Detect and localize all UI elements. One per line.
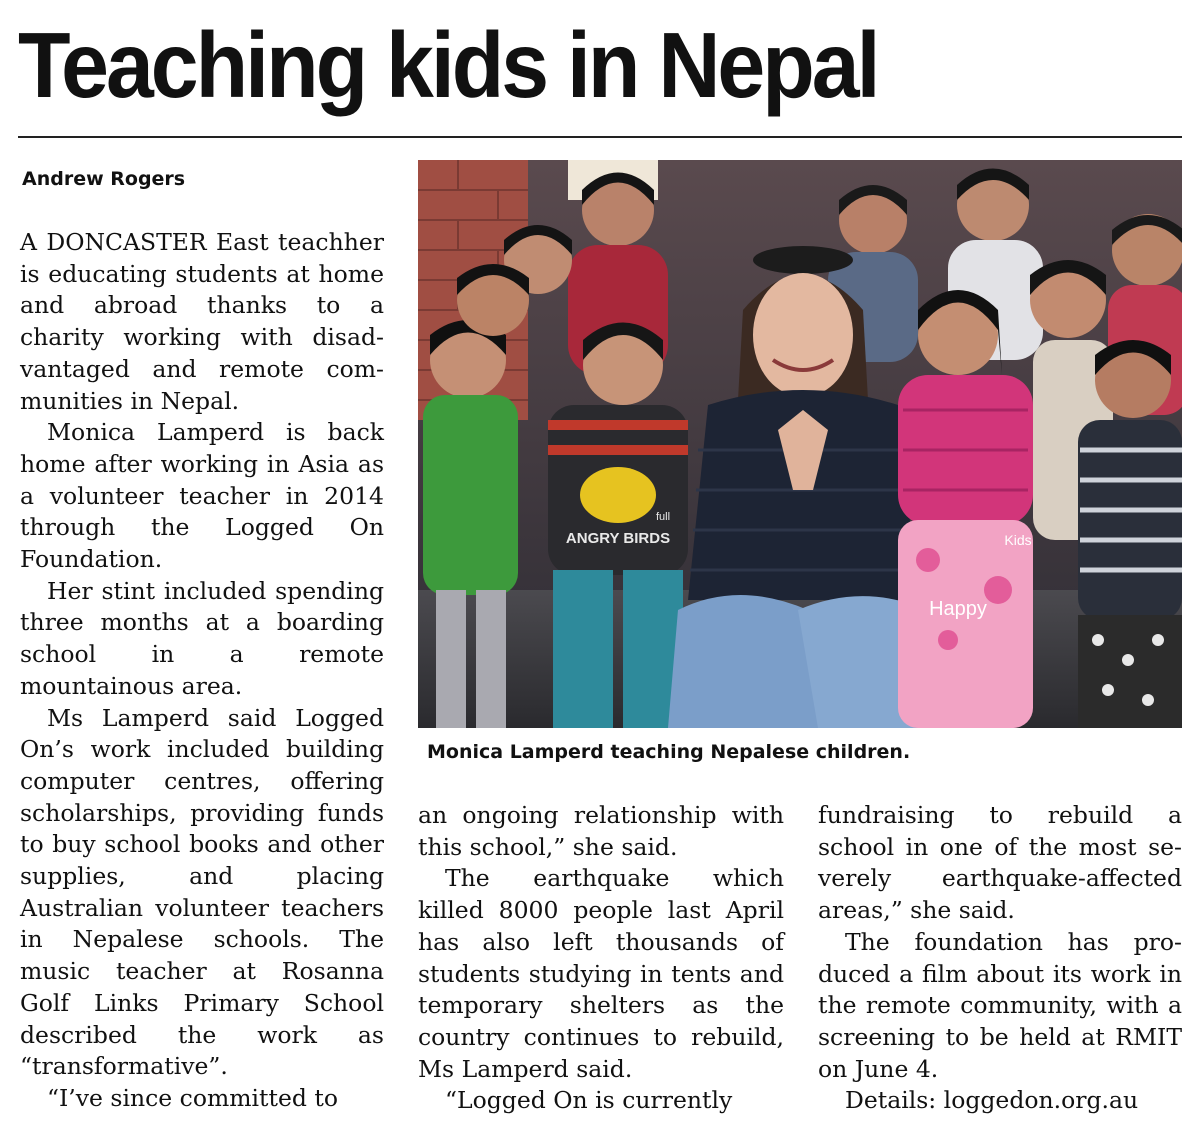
paragraph-fundraising-cont: fundraising to rebuild a school in one of the most severely earthquake-affected areas,” she said. bbox=[818, 801, 1182, 925]
headline-rule bbox=[18, 136, 1182, 138]
paragraph-background: Monica Lamperd is back home after working in Asia as a volunteer teacher in 2014 through the Logged On Foundation. bbox=[20, 418, 384, 574]
byline: Andrew Rogers bbox=[22, 168, 186, 190]
photo-illustration bbox=[418, 160, 1182, 728]
headline: Teaching kids in Nepal bbox=[18, 13, 878, 118]
child-blue-shirt bbox=[457, 264, 529, 336]
paragraph-quote-cont: an ongoing relationship with this school,” she said. bbox=[418, 801, 784, 861]
article-column-2 bbox=[418, 800, 784, 1117]
shirt-text: ANGRY BIRDS bbox=[565, 530, 671, 547]
paragraph-film: The foundation has produced a film about its work in the remote community, with a screening to be held at RMIT on June 4. bbox=[818, 927, 1182, 1083]
paragraph-details: Details: loggedon.org.au bbox=[845, 1086, 1139, 1115]
paragraph-intro: A DONCASTER East teachher is educating students at home and abroad thanks to a charity working with disadvantaged and remote communities in Nepal. bbox=[20, 228, 384, 415]
pants-text: Happy bbox=[929, 598, 987, 620]
article-photo bbox=[418, 160, 1182, 728]
pants-text-2: Kids bbox=[1004, 532, 1032, 548]
shirt-small-text: full bbox=[655, 511, 671, 523]
photo-caption: Monica Lamperd teaching Nepalese children. bbox=[427, 741, 911, 763]
article-column-3 bbox=[818, 800, 1182, 1117]
paragraph-stint: Her stint included spending three months at a boarding school in a remote mountainous area. bbox=[20, 576, 384, 700]
paragraph-fundraising-start: “Logged On is currently bbox=[445, 1086, 733, 1115]
paragraph-logged-on-work: Ms Lamperd said Logged On’s work included building computer centres, offering scholarships, providing funds to buy school books and other supplies, and placing Australian volunteer teachers in Nepalese schools. The music teacher at Rosanna Golf Links Primary School described the work as “transformative”. bbox=[20, 703, 384, 1081]
paragraph-quote-start: “I’ve since committed to bbox=[47, 1083, 338, 1112]
article-column-1 bbox=[20, 227, 384, 1115]
paragraph-earthquake: The earthquake which killed 8000 people last April has also left thousands of students studying in tents and temporary shelters as the country continues to rebuild, Ms Lamperd said. bbox=[418, 864, 784, 1083]
